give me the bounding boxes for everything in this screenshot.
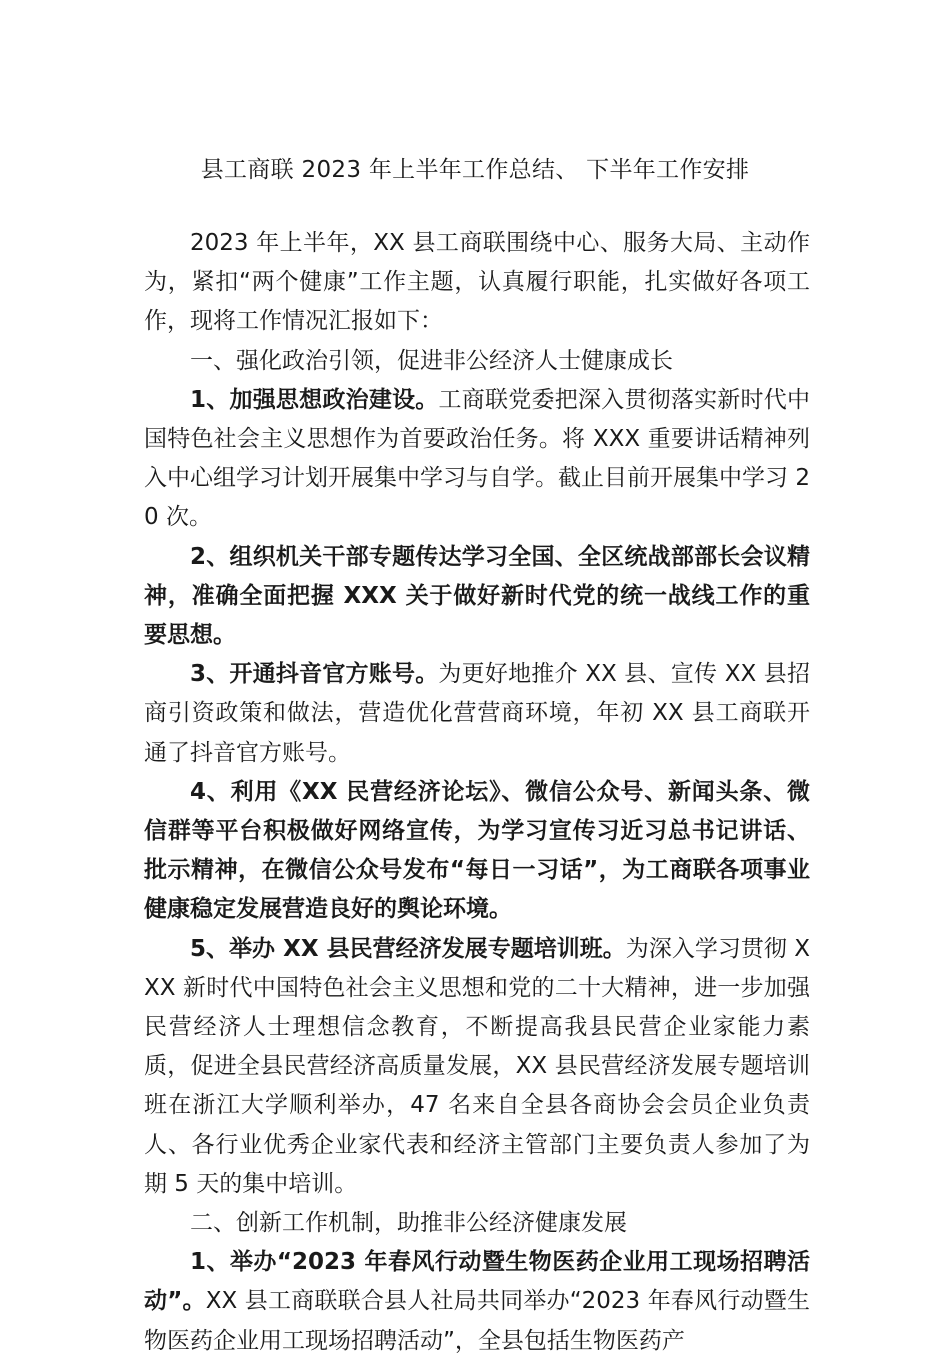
section1-item3 (144, 655, 810, 773)
section1-item5-text: 为深入学习贯彻 XXX 新时代中国特色社会主义思想和党的二十大精神，进一步加强民营经济人士理想信念教育，不断提高我县民营企业家能力素质，促进全县民营经济高质量发展，XX 县民营经济发展专题培训班在浙江大学顺利举办，47 名来自全县各商协会会员企业负责人、各行业优秀企业家代表和经济主管部门主要负责人参加了为期 5 天的集中培训。 (144, 935, 810, 1197)
intro-paragraph: 2023 年上半年，XX 县工商联围绕中心、服务大局、主动作为，紧扣“两个健康”工作主题，认真履行职能，扎实做好各项工作，现将工作情况汇报如下： (144, 230, 810, 335)
document-title: 县工商联 2023 年上半年工作总结、 下半年工作安排 (200, 157, 750, 183)
section2-item1-text: XX 县工商联联合县人社局共同举办“2023 年春风行动暨生物医药企业用工现场招聘活动”，全县包括生物医药产 (144, 1288, 810, 1354)
section1-heading: 一、强化政治引领，促进非公经济人士健康成长 (190, 347, 673, 374)
section2-heading: 二、创新工作机制，助推非公经济健康发展 (190, 1210, 627, 1237)
document-body (144, 224, 810, 1361)
section1-item2-title: 2、组织机关干部专题传达学习全国、全区统战部部长会议精神，准确全面把握 XXX 关于做好新时代党的统一战线工作的重要思想。 (144, 543, 810, 649)
section1-item2 (144, 538, 810, 656)
section1-item1-text: 工商联党委把深入贯彻落实新时代中国特色社会主义思想作为首要政治任务。将 XXX 重要讲话精神列入中心组学习计划开展集中学习与自学。截止目前开展集中学习 20 次。 (144, 386, 810, 531)
section2-item1 (144, 1243, 810, 1361)
section1-item3-title: 3、开通抖音官方账号。 (190, 661, 439, 688)
section1-item5-title: 5、举办 XX 县民营经济发展专题培训班。 (190, 935, 626, 962)
section1-item4 (144, 773, 810, 930)
section1-item4-title: 4、利用《XX 民营经济论坛》、微信公众号、新闻头条、微信群等平台积极做好网络宣传，为学习宣传习近习总书记讲话、批示精神，在微信公众号发布“每日一习话”，为工商联各项事业健康稳定发展营造良好的舆论环境。 (144, 778, 810, 923)
section1-item1 (144, 381, 810, 538)
section2-item1-title: 1、举办“2023 年春风行动暨生物医药企业用工现场招聘活动”。 (144, 1249, 810, 1315)
section1-item5 (144, 930, 810, 1204)
section1-item3-text: 为更好地推介 XX 县、宣传 XX 县招商引资政策和做法，营造优化营营商环境，年初 XX 县工商联开通了抖音官方账号。 (144, 661, 810, 766)
section1-item1-title: 1、加强思想政治建设。 (190, 386, 439, 413)
